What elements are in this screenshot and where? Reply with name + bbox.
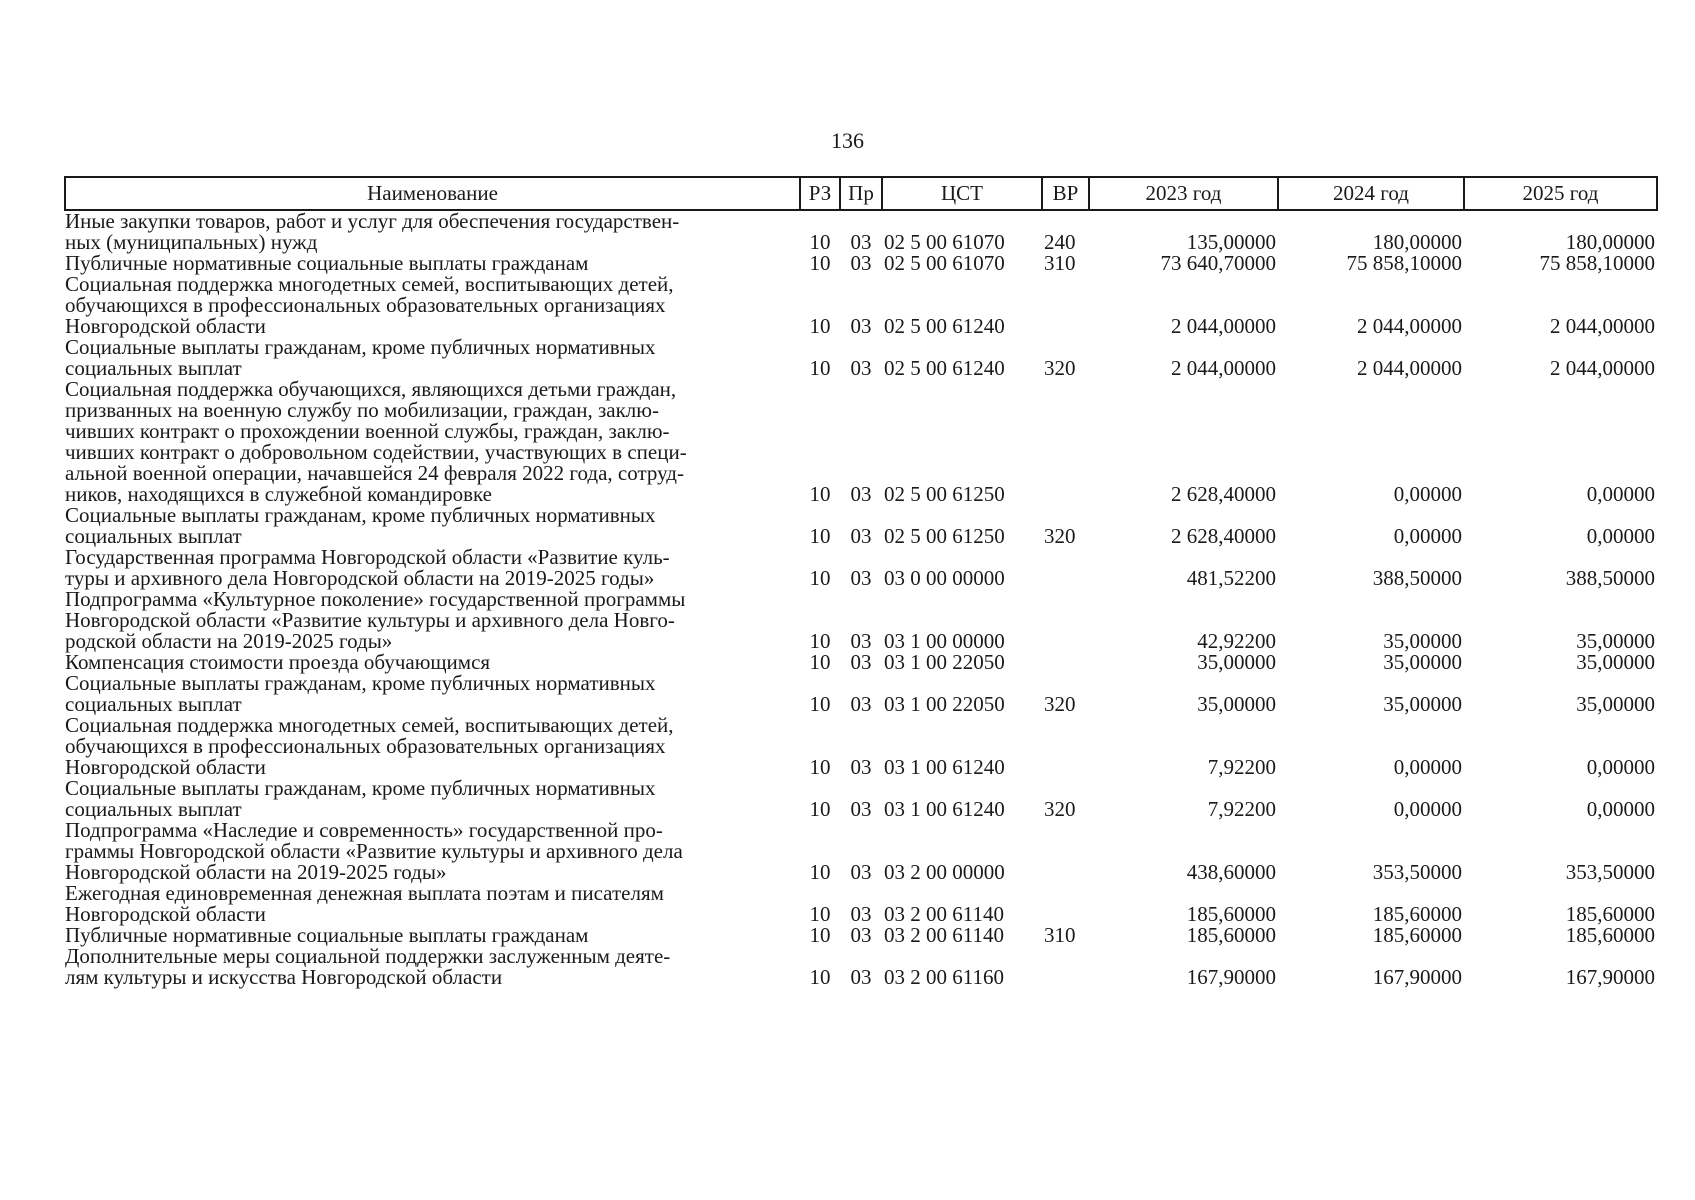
cell-2024: 35,00000 [1383,650,1462,674]
name-line: родской области на 2019-2025 годы» [65,629,393,653]
name-line: лям культуры и искусства Новгородской области [65,965,503,989]
cell-2025: 75 858,10000 [1539,251,1655,275]
table-row [65,820,1657,883]
name-line: Ежегодная единовременная денежная выплата поэтам и писателям [65,881,664,905]
cell-pr: 03 [850,230,872,254]
budget-table [64,176,1658,988]
name-line: обучающихся в профессиональных образовательных организациях [65,293,666,317]
name-line: Новгородской области [65,902,266,926]
cell-2023: 185,60000 [1186,902,1276,926]
name-line: туры и архивного дела Новгородской области на 2019-2025 годы» [65,566,655,590]
name-line: Социальные выплаты гражданам, кроме публичных нормативных [65,503,656,527]
name-line: Новгородской области «Развитие культуры и архивного дела Новго- [65,608,675,632]
cell-rz: 10 [809,524,831,548]
cell-name [65,505,800,547]
header-pr: Пр [840,177,882,210]
cell-cst: 03 2 00 61160 [884,965,1004,989]
cell-rz: 10 [809,692,831,716]
cell-2023: 481,52200 [1186,566,1276,590]
cell-vr: 320 [1044,797,1076,821]
cell-vr [1042,883,1089,925]
cell-2023: 135,00000 [1186,230,1276,254]
cell-2024: 180,00000 [1372,230,1462,254]
name-line: Социальные выплаты гражданам, кроме публичных нормативных [65,776,656,800]
name-line: обучающихся в профессиональных образовательных организациях [65,734,666,758]
cell-2025: 185,60000 [1565,902,1655,926]
cell-cst: 02 5 00 61240 [884,356,1005,380]
cell-pr: 03 [850,356,872,380]
table-row [65,337,1657,379]
cell-2025: 388,50000 [1565,566,1655,590]
cell-rz: 10 [809,356,831,380]
cell-2024: 167,90000 [1372,965,1462,989]
cell-pr: 03 [850,860,872,884]
cell-2025: 185,60000 [1565,923,1655,947]
cell-rz: 10 [809,860,831,884]
cell-2025: 35,00000 [1576,629,1655,653]
table-row [65,253,1657,274]
cell-name [65,547,800,589]
cell-vr [1042,946,1089,988]
cell-2024: 0,00000 [1393,797,1462,821]
cell-2023: 2 628,40000 [1171,482,1276,506]
cell-cst: 02 5 00 61240 [884,314,1005,338]
cell-name [65,946,800,988]
cell-cst: 03 1 00 22050 [884,692,1005,716]
name-line: Иные закупки товаров, работ и услуг для обеспечения государствен- [65,209,680,233]
cell-2025: 0,00000 [1586,797,1655,821]
header-rz: РЗ [800,177,840,210]
cell-pr: 03 [850,965,872,989]
cell-rz: 10 [809,482,831,506]
cell-cst: 03 1 00 22050 [884,650,1005,674]
cell-cst: 03 2 00 00000 [884,860,1005,884]
cell-pr: 03 [850,629,872,653]
cell-pr: 03 [850,314,872,338]
table-row [65,946,1657,988]
cell-vr: 320 [1044,356,1076,380]
name-line: чивших контракт о добровольном содействии, участвующих в специ- [65,440,687,464]
cell-rz: 10 [809,629,831,653]
name-line: Новгородской области [65,755,266,779]
page-number: 136 [831,128,864,153]
cell-name [65,883,800,925]
cell-name [65,820,800,883]
cell-2024: 35,00000 [1383,692,1462,716]
cell-name [65,673,800,715]
cell-2025: 353,50000 [1565,860,1655,884]
cell-2025: 35,00000 [1576,692,1655,716]
table-row [65,925,1657,946]
cell-2023: 438,60000 [1186,860,1276,884]
cell-name [65,337,800,379]
cell-2023: 185,60000 [1186,923,1276,947]
name-line: социальных выплат [65,356,242,380]
cell-rz: 10 [809,251,831,275]
name-line: Новгородской области на 2019-2025 годы» [65,860,447,884]
cell-pr: 03 [850,797,872,821]
cell-2023: 35,00000 [1197,650,1276,674]
cell-2024: 35,00000 [1383,629,1462,653]
table-row [65,715,1657,778]
cell-cst: 02 5 00 61250 [884,524,1005,548]
cell-2024: 185,60000 [1372,902,1462,926]
name-line: социальных выплат [65,797,242,821]
cell-vr: 310 [1044,923,1076,947]
cell-name [65,379,800,505]
name-line: Социальная поддержка многодетных семей, воспитывающих детей, [65,713,674,737]
cell-2024: 0,00000 [1393,482,1462,506]
cell-vr [1042,379,1089,505]
cell-2025: 2 044,00000 [1550,356,1655,380]
table-header [65,177,1657,210]
name-line: Социальные выплаты гражданам, кроме публичных нормативных [65,671,656,695]
cell-2023: 167,90000 [1186,965,1276,989]
table-body [65,210,1657,988]
cell-cst: 03 0 00 00000 [884,566,1005,590]
cell-name [65,274,800,337]
cell-2023: 73 640,70000 [1160,251,1276,275]
cell-vr [1042,715,1089,778]
name-line: чивших контракт о прохождении военной службы, граждан, заклю- [65,419,670,443]
header-name: Наименование [65,177,800,210]
name-line: Социальные выплаты гражданам, кроме публичных нормативных [65,335,656,359]
cell-rz: 10 [809,797,831,821]
cell-2023: 2 628,40000 [1171,524,1276,548]
cell-2025: 180,00000 [1565,230,1655,254]
cell-2023: 42,92200 [1197,629,1276,653]
header-2025: 2025 год [1464,177,1657,210]
cell-2025: 0,00000 [1586,482,1655,506]
cell-rz: 10 [809,314,831,338]
cell-2025: 167,90000 [1565,965,1655,989]
cell-vr: 240 [1044,230,1076,254]
cell-vr [1042,652,1089,673]
cell-vr [1042,589,1089,652]
cell-pr: 03 [850,755,872,779]
cell-2025: 0,00000 [1586,755,1655,779]
table-row [65,547,1657,589]
cell-name [65,253,800,274]
name-line: Социальная поддержка многодетных семей, воспитывающих детей, [65,272,674,296]
cell-cst: 02 5 00 61250 [884,482,1005,506]
cell-pr: 03 [850,650,872,674]
cell-name [65,210,800,253]
cell-cst: 03 1 00 00000 [884,629,1005,653]
cell-rz: 10 [809,965,831,989]
cell-name [65,778,800,820]
cell-pr: 03 [850,566,872,590]
header-2023: 2023 год [1089,177,1278,210]
name-line: альной военной операции, начавшейся 24 февраля 2022 года, сотруд- [65,461,684,485]
name-line: социальных выплат [65,524,242,548]
cell-vr: 320 [1044,524,1076,548]
cell-cst: 03 2 00 61140 [884,902,1004,926]
name-line: Компенсация стоимости проезда обучающимся [65,650,491,674]
cell-vr: 310 [1044,251,1076,275]
cell-name [65,652,800,673]
table-row [65,589,1657,652]
cell-cst: 03 2 00 61140 [884,923,1004,947]
cell-2024: 185,60000 [1372,923,1462,947]
cell-vr [1042,274,1089,337]
cell-2023: 7,92200 [1207,755,1276,779]
name-line: Публичные нормативные социальные выплаты гражданам [65,923,589,947]
cell-cst: 02 5 00 61070 [884,251,1005,275]
name-line: Новгородской области [65,314,266,338]
cell-vr [1042,820,1089,883]
name-line: Дополнительные меры социальной поддержки заслуженным деяте- [65,944,671,968]
table-row [65,274,1657,337]
name-line: граммы Новгородской области «Развитие культуры и архивного дела [65,839,683,863]
cell-pr: 03 [850,251,872,275]
table-row [65,505,1657,547]
cell-2024: 353,50000 [1372,860,1462,884]
name-line: Подпрограмма «Культурное поколение» государственной программы [65,587,686,611]
cell-cst: 02 5 00 61070 [884,230,1005,254]
cell-vr [1042,547,1089,589]
name-line: Публичные нормативные социальные выплаты гражданам [65,251,589,275]
cell-pr: 03 [850,902,872,926]
cell-2024: 75 858,10000 [1346,251,1462,275]
cell-2025: 35,00000 [1576,650,1655,674]
cell-2024: 0,00000 [1393,755,1462,779]
name-line: призванных на военную службу по мобилизации, граждан, заклю- [65,398,659,422]
cell-2023: 35,00000 [1197,692,1276,716]
cell-cst: 03 1 00 61240 [884,797,1005,821]
table-row [65,778,1657,820]
header-2024: 2024 год [1278,177,1464,210]
table-row [65,210,1657,253]
cell-rz: 10 [809,230,831,254]
header-vr: ВР [1042,177,1089,210]
cell-2023: 2 044,00000 [1171,314,1276,338]
header-cst: ЦСТ [882,177,1042,210]
cell-rz: 10 [809,650,831,674]
name-line: ников, находящихся в служебной командировке [65,482,492,506]
cell-2024: 0,00000 [1393,524,1462,548]
cell-2024: 388,50000 [1372,566,1462,590]
name-line: ных (муниципальных) нужд [65,230,318,254]
cell-2025: 2 044,00000 [1550,314,1655,338]
table-row [65,652,1657,673]
name-line: Государственная программа Новгородской области «Развитие куль- [65,545,670,569]
cell-vr: 320 [1044,692,1076,716]
cell-name [65,925,800,946]
table-row [65,673,1657,715]
cell-cst: 03 1 00 61240 [884,755,1005,779]
table-row [65,379,1657,505]
cell-pr: 03 [850,482,872,506]
cell-rz: 10 [809,755,831,779]
name-line: Подпрограмма «Наследие и современность» государственной про- [65,818,663,842]
name-line: Социальная поддержка обучающихся, являющихся детьми граждан, [65,377,677,401]
cell-2023: 7,92200 [1207,797,1276,821]
cell-name [65,589,800,652]
cell-2025: 0,00000 [1586,524,1655,548]
cell-rz: 10 [809,902,831,926]
table-row [65,883,1657,925]
header-row [65,177,1657,210]
cell-pr: 03 [850,524,872,548]
cell-rz: 10 [809,566,831,590]
cell-2023: 2 044,00000 [1171,356,1276,380]
cell-2024: 2 044,00000 [1357,314,1462,338]
cell-2024: 2 044,00000 [1357,356,1462,380]
name-line: социальных выплат [65,692,242,716]
cell-pr: 03 [850,923,872,947]
cell-pr: 03 [850,692,872,716]
cell-name [65,715,800,778]
cell-rz: 10 [809,923,831,947]
